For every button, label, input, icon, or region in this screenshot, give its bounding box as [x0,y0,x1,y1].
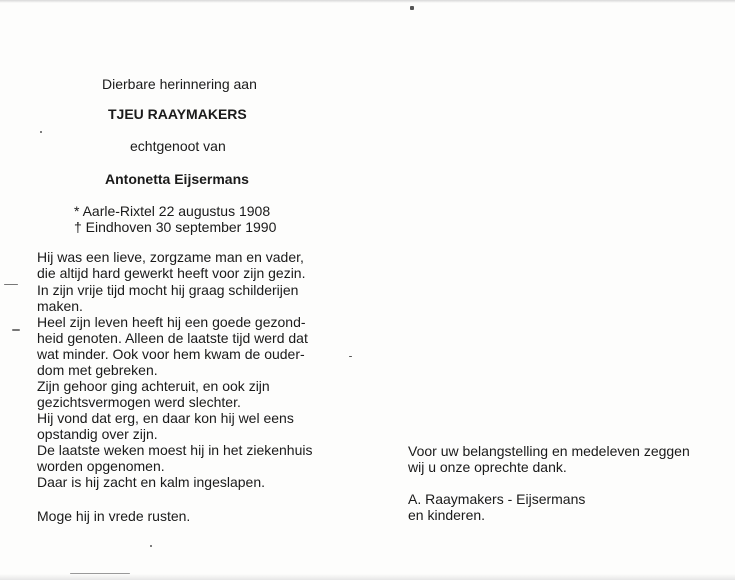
thanks-line-1: Voor uw belangstelling en medeleven zeggen [408,443,690,459]
scan-edge-top [0,0,735,3]
signature-line-1: A. Raaymakers - Eijsermans [408,491,586,507]
scan-speck [349,356,352,357]
birth-line: * Aarle-Rixtel 22 augustus 1908 [74,203,271,219]
body-line: opstandig over zijn. [37,426,158,442]
spouse-name: Antonetta Eijsermans [105,171,249,187]
body-line: heid genoten. Alleen de laatste tijd werd dat [37,330,308,346]
body-line: maken. [37,298,83,314]
relation-text: echtgenoot van [130,138,226,154]
scan-edge-bottom [0,574,735,580]
scan-speck [4,284,18,285]
deceased-name: TJEU RAAYMAKERS [108,106,247,122]
body-line: Heel zijn leven heeft hij een goede gezond- [37,314,306,330]
scan-speck [40,131,42,133]
intro-text: Dierbare herinnering aan [102,76,257,92]
body-line: Hij vond dat erg, en daar kon hij wel eens [37,410,294,426]
death-line: † Eindhoven 30 september 1990 [74,219,277,235]
body-line: Hij was een lieve, zorgzame man en vader, [37,249,304,265]
body-line: dom met gebreken. [37,362,158,378]
body-line: De laatste weken moest hij in het ziekenhuis [37,442,313,458]
scan-speck [410,6,414,10]
body-line: gezichtsvermogen werd slechter. [37,394,241,410]
signature-line-2: en kinderen. [408,507,486,523]
scan-speck [150,545,152,547]
closing-line: Moge hij in vrede rusten. [37,508,191,524]
thanks-line-2: wij u onze oprechte dank. [408,459,567,475]
body-line: die altijd hard gewerkt heeft voor zijn gezin. [37,265,306,281]
body-line: Zijn gehoor ging achteruit, en ook zijn [37,378,270,394]
body-line: worden opgenomen. [37,458,165,474]
scan-speck [12,329,20,331]
body-line: wat minder. Ook voor hem kwam de ouder- [37,346,305,362]
body-line: In zijn vrije tijd mocht hij graag schilderijen [37,282,299,298]
body-line: Daar is hij zacht en kalm ingeslapen. [37,474,266,490]
